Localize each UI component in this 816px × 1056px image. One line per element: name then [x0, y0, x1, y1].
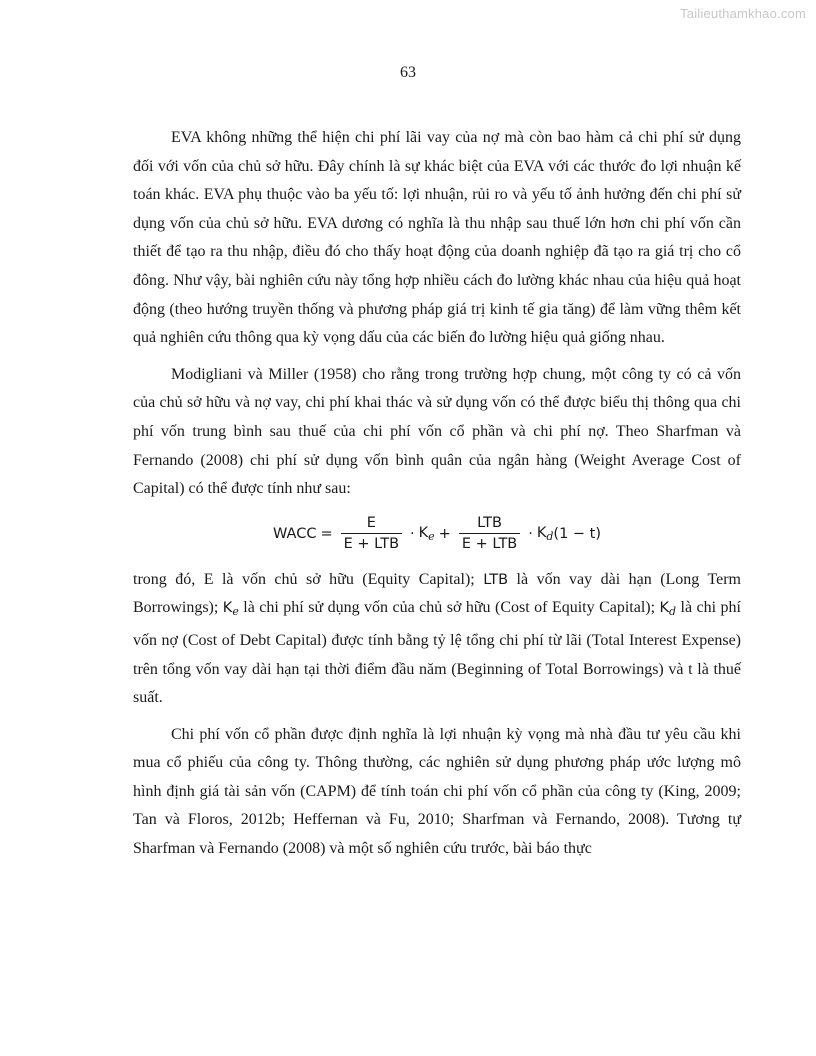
- fraction-debt-numerator: LTB: [477, 515, 502, 532]
- wacc-formula: [133, 506, 741, 562]
- fraction-debt: [459, 514, 520, 553]
- document-body: [133, 124, 741, 864]
- fraction-debt-denominator: E + LTB: [459, 533, 520, 553]
- formula-dot: ·: [528, 525, 533, 542]
- formula-ke: $K_e$: [418, 524, 435, 543]
- fraction-equity-denominator: E + LTB: [341, 533, 402, 553]
- formula-plus: +: [438, 525, 451, 542]
- paragraph-cost-of-equity: Chi phí vốn cổ phần được định nghĩa là lợi nhuận kỳ vọng mà nhà đầu tư yêu cầu khi mua cổ phiếu của công ty. Thông thường, các nghiên sử dụng phương pháp ước lượng mô hình định giá tài sản vốn (CAPM) để tính toán chi phí vốn cổ phần của công ty (King, 2009; Tan và Floros, 2012b; Heffernan và Fu, 2010; Sharfman và Fernando, 2008). Tương tự Sharfman và Fernando (2008) và một số nghiên cứu trước, bài báo thực: [133, 725, 741, 858]
- formula-equals: =: [320, 525, 333, 542]
- fraction-equity: [341, 514, 402, 553]
- formula-dot: ·: [410, 525, 415, 542]
- page-number: 63: [400, 64, 416, 81]
- formula-lhs: WACC: [272, 525, 317, 542]
- paragraph-wacc-intro: Modigliani và Miller (1958) cho rằng trong trường hợp chung, một công ty có cả vốn của chủ sở hữu và nợ vay, chi phí khai thác và sử dụng vốn có thể được biểu thị thông qua chi phí vốn trung bình sau thuế của chi phí vốn cổ phần và chi phí nợ. Theo Sharfman và Fernando (2008) chi phí sử dụng vốn bình quân của ngân hàng (Weight Average Cost of Capital) có thể được tính như sau:: [133, 365, 741, 498]
- watermark: Tailieuthamkhao.com: [680, 6, 806, 21]
- paragraph-definitions: trong đó, E là vốn chủ sở hữu (Equity Capital); LTB là vốn vay dài hạn (Long Term Borrowings); $K_e$ là chi phí sử dụng vốn của chủ sở hữu (Cost of Equity Capital); $K_d$ là chi phí vốn nợ (Cost of Debt Capital) được tính bằng tỷ lệ tổng chi phí từ lãi (Total Interest Expense) trên tổng vốn vay dài hạn tại thời điểm đầu năm (Beginning of Total Borrowings) và t là thuế suất.: [133, 570, 742, 707]
- fraction-equity-numerator: E: [366, 515, 376, 532]
- paragraph-eva: EVA không những thể hiện chi phí lãi vay của nợ mà còn bao hàm cả chi phí sử dụng đối với vốn của chủ sở hữu. Đây chính là sự khác biệt của EVA với các thước đo lợi nhuận kế toán khác. EVA phụ thuộc vào ba yếu tố: lợi nhuận, rủi ro và yếu tố ảnh hưởng đến chi phí sử dụng vốn của chủ sở hữu. EVA dương có nghĩa là thu nhập sau thuế lớn hơn chi phí vốn cần thiết để tạo ra thu nhập, điều đó cho thấy hoạt động của doanh nghiệp đã tạo ra giá trị cho cổ đông. Như vậy, bài nghiên cứu này tổng hợp nhiều cách đo lường khác nhau của hiệu quả hoạt động (theo hướng truyền thống và phương pháp giá trị kinh tế gia tăng) để làm vững thêm kết quả nghiên cứu thông qua kỳ vọng dấu của các biến đo lường hiệu quả giống nhau.: [133, 129, 741, 347]
- formula-kd: $K_d$: [536, 524, 554, 543]
- formula-tail: (1 − t): [553, 525, 602, 542]
